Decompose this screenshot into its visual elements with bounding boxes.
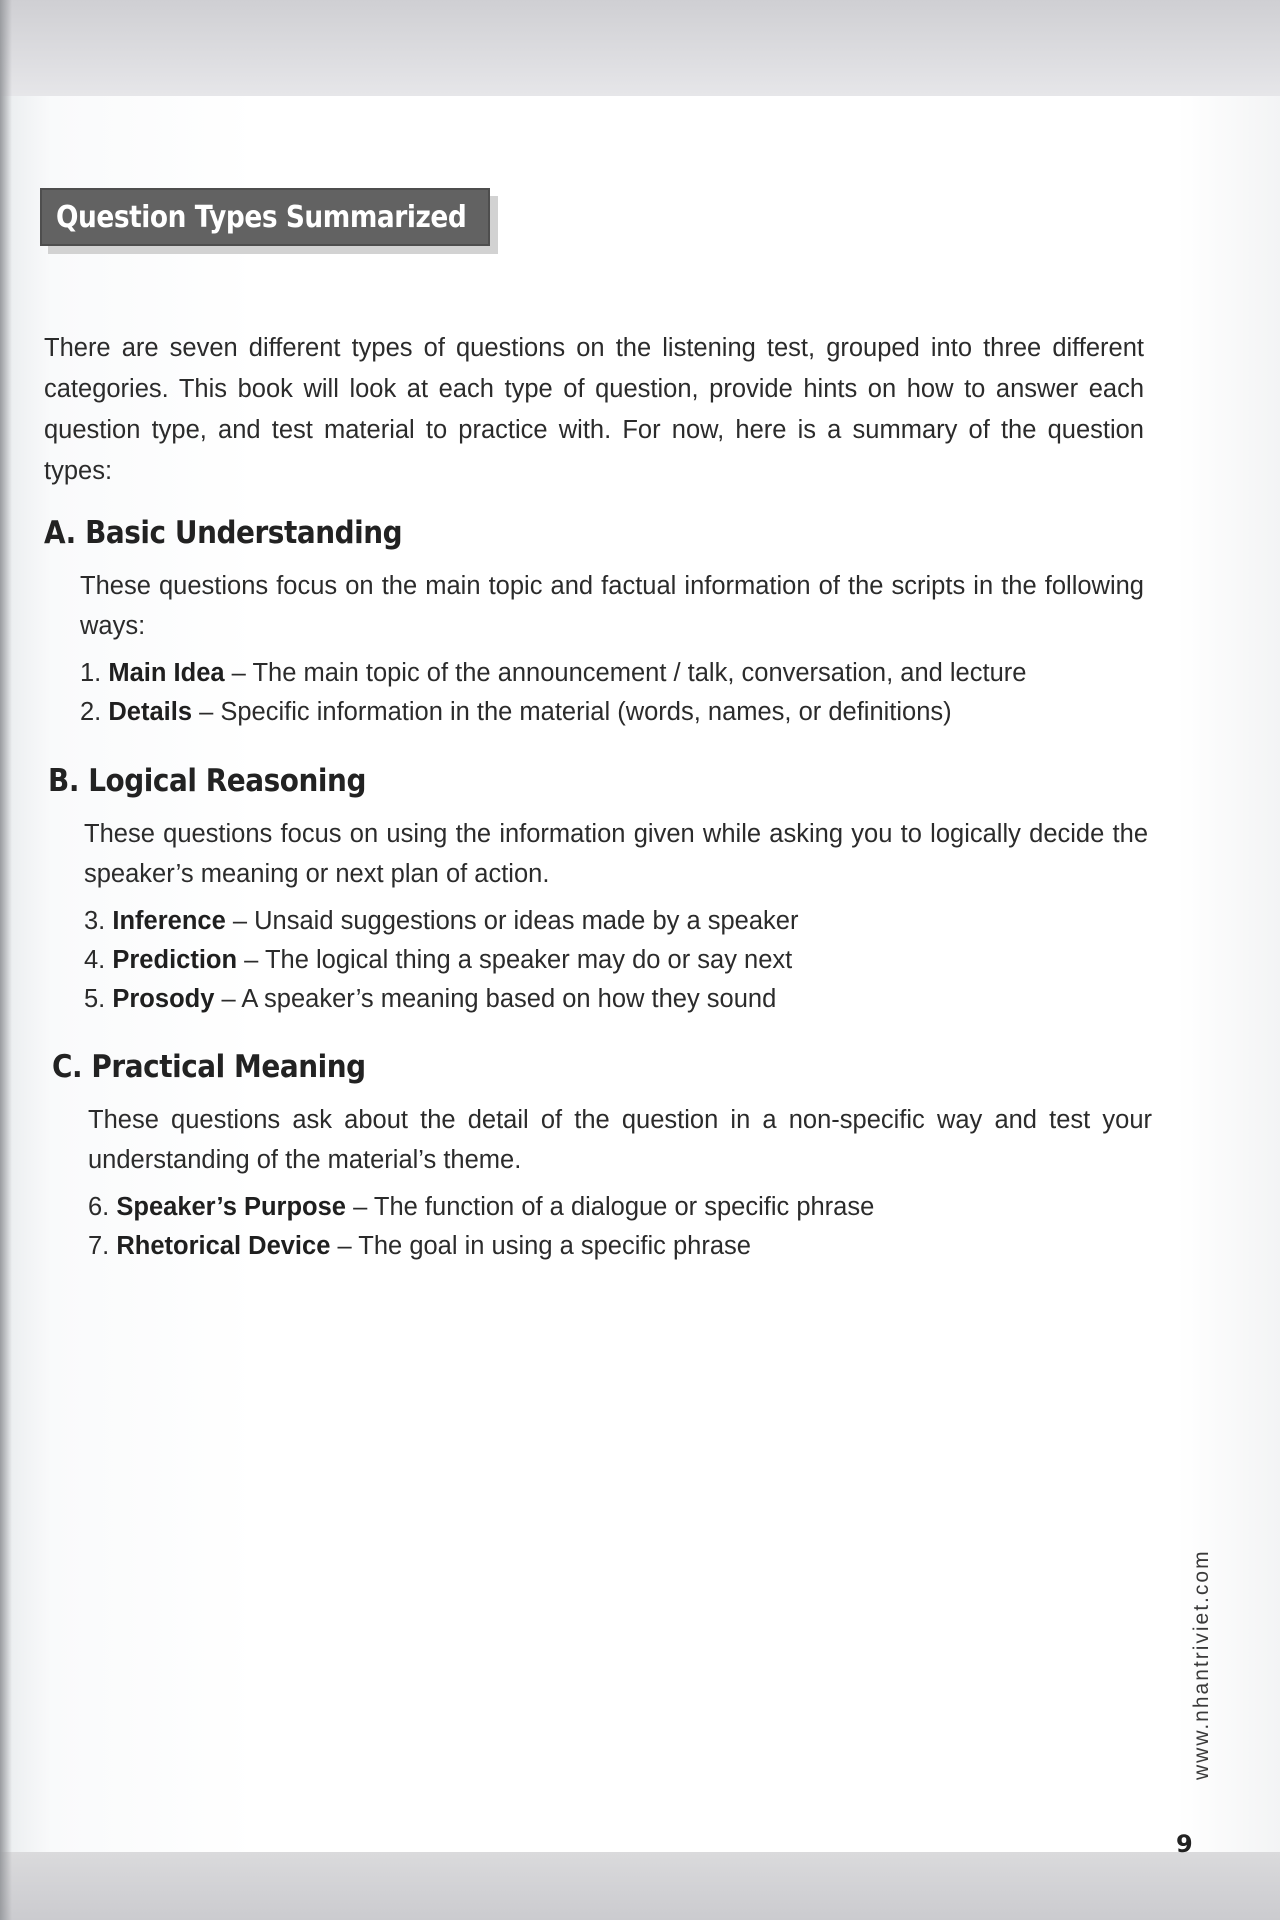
- page-number: 9: [1176, 1830, 1193, 1858]
- item-number: 3.: [84, 907, 106, 935]
- book-spine-edge: [0, 0, 12, 1920]
- item-definition: – The main topic of the announcement / talk, conversation, and lecture: [231, 659, 1027, 687]
- section-description: These questions ask about the detail of the question in a non-specific way and test your understanding of the material’s theme.: [88, 1106, 1152, 1174]
- list-item: [84, 980, 1148, 1019]
- section-heading: A. Basic Understanding: [44, 515, 403, 551]
- list-item: [88, 1227, 1152, 1266]
- item-term: Main Idea: [108, 659, 225, 687]
- question-type-list: [80, 654, 1144, 732]
- page-bottom-shadow: [0, 1852, 1280, 1920]
- item-term: Rhetorical Device: [116, 1232, 331, 1260]
- item-term: Inference: [112, 907, 226, 935]
- item-definition: – Unsaid suggestions or ideas made by a speaker: [232, 907, 799, 935]
- item-term: Details: [108, 698, 192, 726]
- section-heading: C. Practical Meaning: [52, 1049, 366, 1085]
- item-definition: – The goal in using a specific phrase: [337, 1232, 751, 1260]
- item-term: Prediction: [112, 946, 238, 974]
- list-item: [84, 941, 1148, 980]
- list-item: [84, 902, 1148, 941]
- item-number: 1.: [80, 659, 102, 687]
- section-basic-understanding: [44, 510, 1144, 732]
- section-description: These questions focus on the main topic and factual information of the scripts in the following ways:: [80, 572, 1144, 640]
- item-number: 2.: [80, 698, 102, 726]
- item-definition: – A speaker’s meaning based on how they sound: [221, 985, 777, 1013]
- title-banner: [40, 188, 490, 246]
- item-definition: – Specific information in the material (words, names, or definitions): [199, 698, 952, 726]
- section-description: These questions focus on using the information given while asking you to logically decide the speaker’s meaning or next plan of action.: [84, 820, 1148, 888]
- item-term: Prosody: [112, 985, 215, 1013]
- item-number: 7.: [88, 1232, 110, 1260]
- list-item: [80, 693, 1144, 732]
- section-practical-meaning: [52, 1044, 1152, 1266]
- item-number: 6.: [88, 1193, 110, 1221]
- item-term: Speaker’s Purpose: [116, 1193, 346, 1221]
- section-logical-reasoning: [48, 758, 1148, 1019]
- list-item: [88, 1188, 1152, 1227]
- list-item: [80, 654, 1144, 693]
- item-number: 5.: [84, 985, 106, 1013]
- question-type-list: [84, 902, 1148, 1019]
- item-definition: – The function of a dialogue or specific phrase: [353, 1193, 875, 1221]
- item-definition: – The logical thing a speaker may do or say next: [244, 946, 793, 974]
- question-type-list: [88, 1188, 1152, 1266]
- section-heading: B. Logical Reasoning: [48, 763, 366, 799]
- intro-paragraph: There are seven different types of questions on the listening test, grouped into three different categories. This book will look at each type of question, provide hints on how to answer each question type, and test material to practice with. For now, here is a summary of the question types:: [44, 334, 1144, 485]
- item-number: 4.: [84, 946, 106, 974]
- page-top-shadow: [0, 0, 1280, 100]
- page-title: Question Types Summarized: [56, 199, 467, 235]
- publisher-website: www.nhantriviet.com: [1190, 1549, 1213, 1780]
